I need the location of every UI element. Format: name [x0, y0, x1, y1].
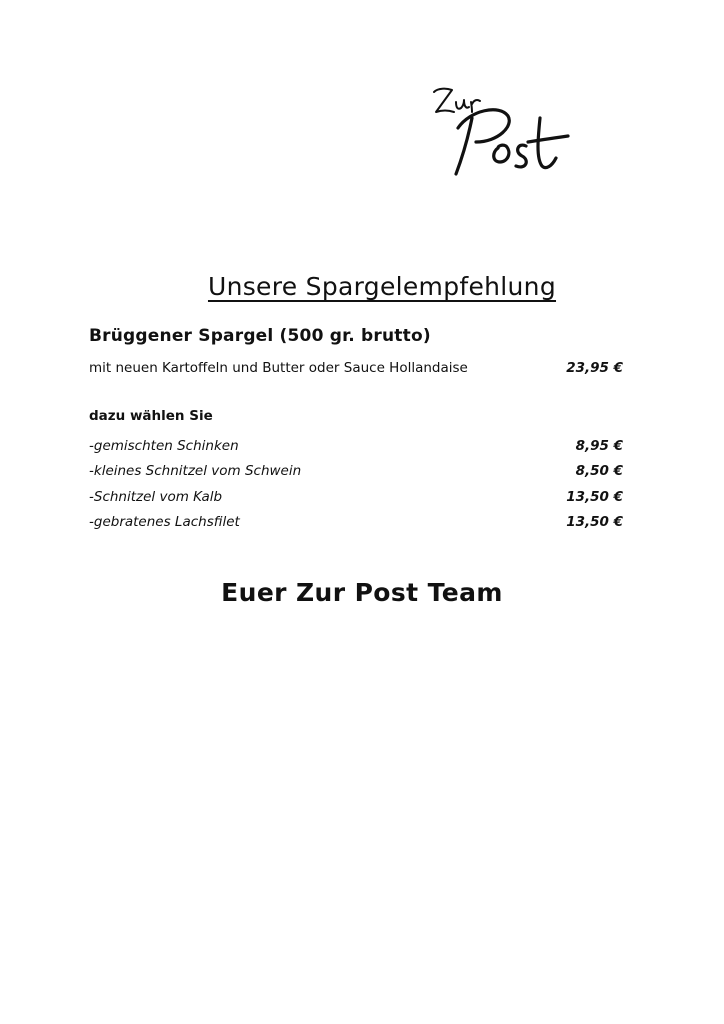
- side-item-label: -gebratenes Lachsfilet: [89, 514, 240, 530]
- page-title: Unsere Spargelempfehlung: [207, 272, 557, 301]
- side-item-price: 8,95 €: [575, 438, 623, 454]
- side-item-label: -Schnitzel vom Kalb: [89, 489, 223, 505]
- side-item-row: [89, 514, 623, 530]
- side-item-price: 13,50 €: [566, 514, 623, 530]
- side-item-price: 8,50 €: [575, 463, 623, 479]
- side-item-row: [89, 489, 623, 505]
- dish-row: [89, 360, 623, 376]
- side-item-price: 13,50 €: [566, 489, 623, 505]
- closing-signature: Euer Zur Post Team: [221, 578, 503, 607]
- zur-post-logo: [428, 78, 578, 178]
- dish-description: mit neuen Kartoffeln und Butter oder Sauce Hollandaise: [89, 360, 468, 376]
- zur-post-logo-graphic: [428, 78, 578, 178]
- side-item-label: -gemischten Schinken: [89, 438, 239, 454]
- side-item-row: [89, 463, 623, 479]
- sides-heading: dazu wählen Sie: [89, 408, 213, 424]
- dish-price: 23,95 €: [566, 360, 623, 376]
- side-item-row: [89, 438, 623, 454]
- side-item-label: -kleines Schnitzel vom Schwein: [89, 463, 302, 479]
- dish-heading: Brüggener Spargel (500 gr. brutto): [89, 326, 431, 346]
